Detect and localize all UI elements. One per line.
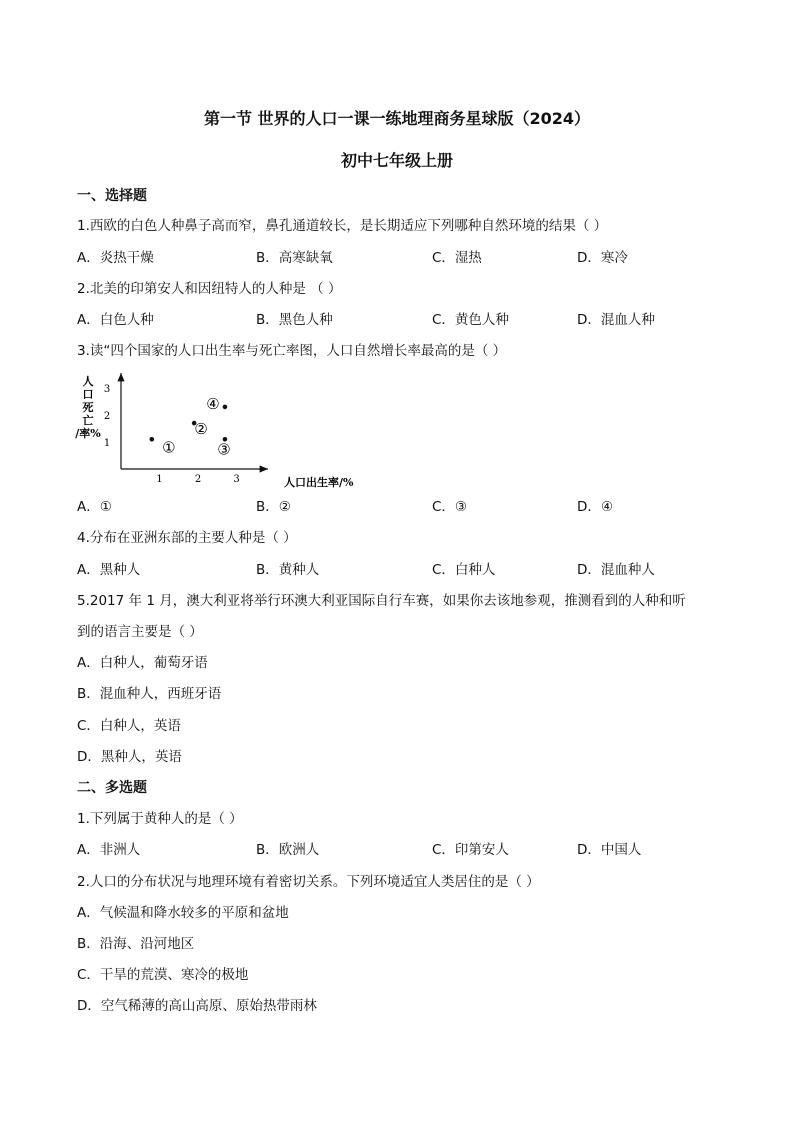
multi-question-2-option-a[interactable]: A．气候温和降水较多的平原和盆地 — [77, 905, 289, 921]
multi-question-2-stem: 2.人口的分布状况与地理环境有着密切关系。下列环境适宜人类居住的是（ ） — [77, 874, 540, 890]
question-2-option-c[interactable]: C．黄色人种 — [432, 312, 509, 328]
chart-x-tick-label: 2 — [194, 474, 202, 485]
multi-question-1-option-d[interactable]: D．中国人 — [577, 842, 642, 858]
chart-point — [223, 405, 228, 410]
question-4-option-d[interactable]: D．混血种人 — [577, 562, 655, 578]
multi-question-1-stem: 1.下列属于黄种人的是（ ） — [77, 811, 243, 827]
question-4-option-c[interactable]: C．白种人 — [432, 562, 496, 578]
multi-question-2-option-c[interactable]: C．干旱的荒漠、寒冷的极地 — [77, 967, 249, 983]
chart-points — [150, 395, 231, 458]
chart-y-axis-label — [75, 375, 101, 440]
page-subtitle: 初中七年级上册 — [340, 151, 453, 170]
question-2-option-a[interactable]: A．白色人种 — [77, 312, 154, 328]
multi-question-1-option-c[interactable]: C．印第安人 — [432, 842, 509, 858]
question-5-option-a[interactable]: A．白种人，葡萄牙语 — [77, 655, 208, 671]
section-heading-single-choice: 一、选择题 — [77, 188, 147, 204]
question-1-option-b[interactable]: B．高寒缺氧 — [256, 250, 333, 266]
chart-point-label: ④ — [206, 394, 220, 413]
chart-y-axis-label-char: 人 — [82, 375, 94, 388]
question-4-stem: 4.分布在亚洲东部的主要人种是（ ） — [77, 530, 297, 546]
question-4-option-b[interactable]: B．黄种人 — [256, 562, 320, 578]
question-2-option-b[interactable]: B．黑色人种 — [256, 312, 333, 328]
chart-point-label: ① — [162, 438, 176, 457]
chart-y-axis-label-char: 死 — [82, 401, 94, 414]
chart-point — [150, 437, 155, 442]
question-2-option-d[interactable]: D．混血人种 — [577, 312, 655, 328]
question-5-stem-line-2: 到的语言主要是（ ） — [77, 624, 203, 640]
chart-x-axis-label: 人口出生率/% — [284, 476, 354, 489]
multi-question-1-option-a[interactable]: A．非洲人 — [77, 842, 141, 858]
section-heading-multiple-choice: 二、多选题 — [77, 780, 147, 796]
multi-question-2-option-d[interactable]: D．空气稀薄的高山高原、原始热带雨林 — [77, 998, 317, 1014]
question-5-option-c[interactable]: C．白种人，英语 — [77, 718, 181, 734]
chart-y-axis-label-char: 口 — [82, 388, 94, 401]
question-1-stem: 1.西欧的白色人种鼻子高而窄，鼻孔通道较长，是长期适应下列哪种自然环境的结果（ ） — [77, 218, 608, 234]
question-4-option-a[interactable]: A．黑种人 — [77, 562, 141, 578]
question-3-option-a[interactable]: A．① — [77, 499, 112, 515]
question-3-option-d[interactable]: D．④ — [577, 499, 613, 515]
birth-death-rate-chart — [75, 368, 378, 493]
chart-point-label: ③ — [217, 440, 231, 459]
page-title: 第一节 世界的人口一课一练地理商务星球版（2024） — [203, 109, 591, 128]
chart-x-ticks — [156, 474, 239, 485]
question-1-option-d[interactable]: D．寒冷 — [577, 250, 628, 266]
question-3-option-c[interactable]: C．③ — [432, 499, 468, 515]
chart-y-axis-label-char: /率% — [75, 427, 101, 440]
chart-x-tick-label: 3 — [233, 474, 240, 485]
chart-y-tick-label: 1 — [103, 438, 111, 449]
multi-question-2-option-b[interactable]: B．沿海、沿河地区 — [77, 936, 195, 952]
question-1-option-a[interactable]: A．炎热干燥 — [77, 250, 154, 266]
chart-y-tick-label: 2 — [103, 411, 111, 422]
chart-point-label: ② — [194, 420, 208, 439]
chart-y-axis-label-char: 亡 — [82, 414, 94, 427]
question-1-option-c[interactable]: C．湿热 — [432, 250, 482, 266]
question-2-stem: 2.北美的印第安人和因纽特人的人种是 （ ） — [77, 281, 342, 297]
multi-question-1-option-b[interactable]: B．欧洲人 — [256, 842, 320, 858]
question-5-option-d[interactable]: D．黑种人，英语 — [77, 749, 182, 765]
chart-y-ticks — [104, 384, 110, 449]
question-5-option-b[interactable]: B．混血种人，西班牙语 — [77, 686, 222, 702]
chart-y-tick-label: 3 — [103, 384, 111, 395]
question-3-stem: 3.读“四个国家的人口出生率与死亡率图，人口自然增长率最高的是（ ） — [77, 343, 507, 359]
question-5-stem-line-1: 5.2017 年 1 月，澳大利亚将举行环澳大利亚国际自行车赛，如果你去该地参观，推测看到的人种和听 — [77, 593, 686, 609]
question-3-option-b[interactable]: B．② — [256, 499, 291, 515]
chart-x-tick-label: 1 — [156, 474, 163, 485]
